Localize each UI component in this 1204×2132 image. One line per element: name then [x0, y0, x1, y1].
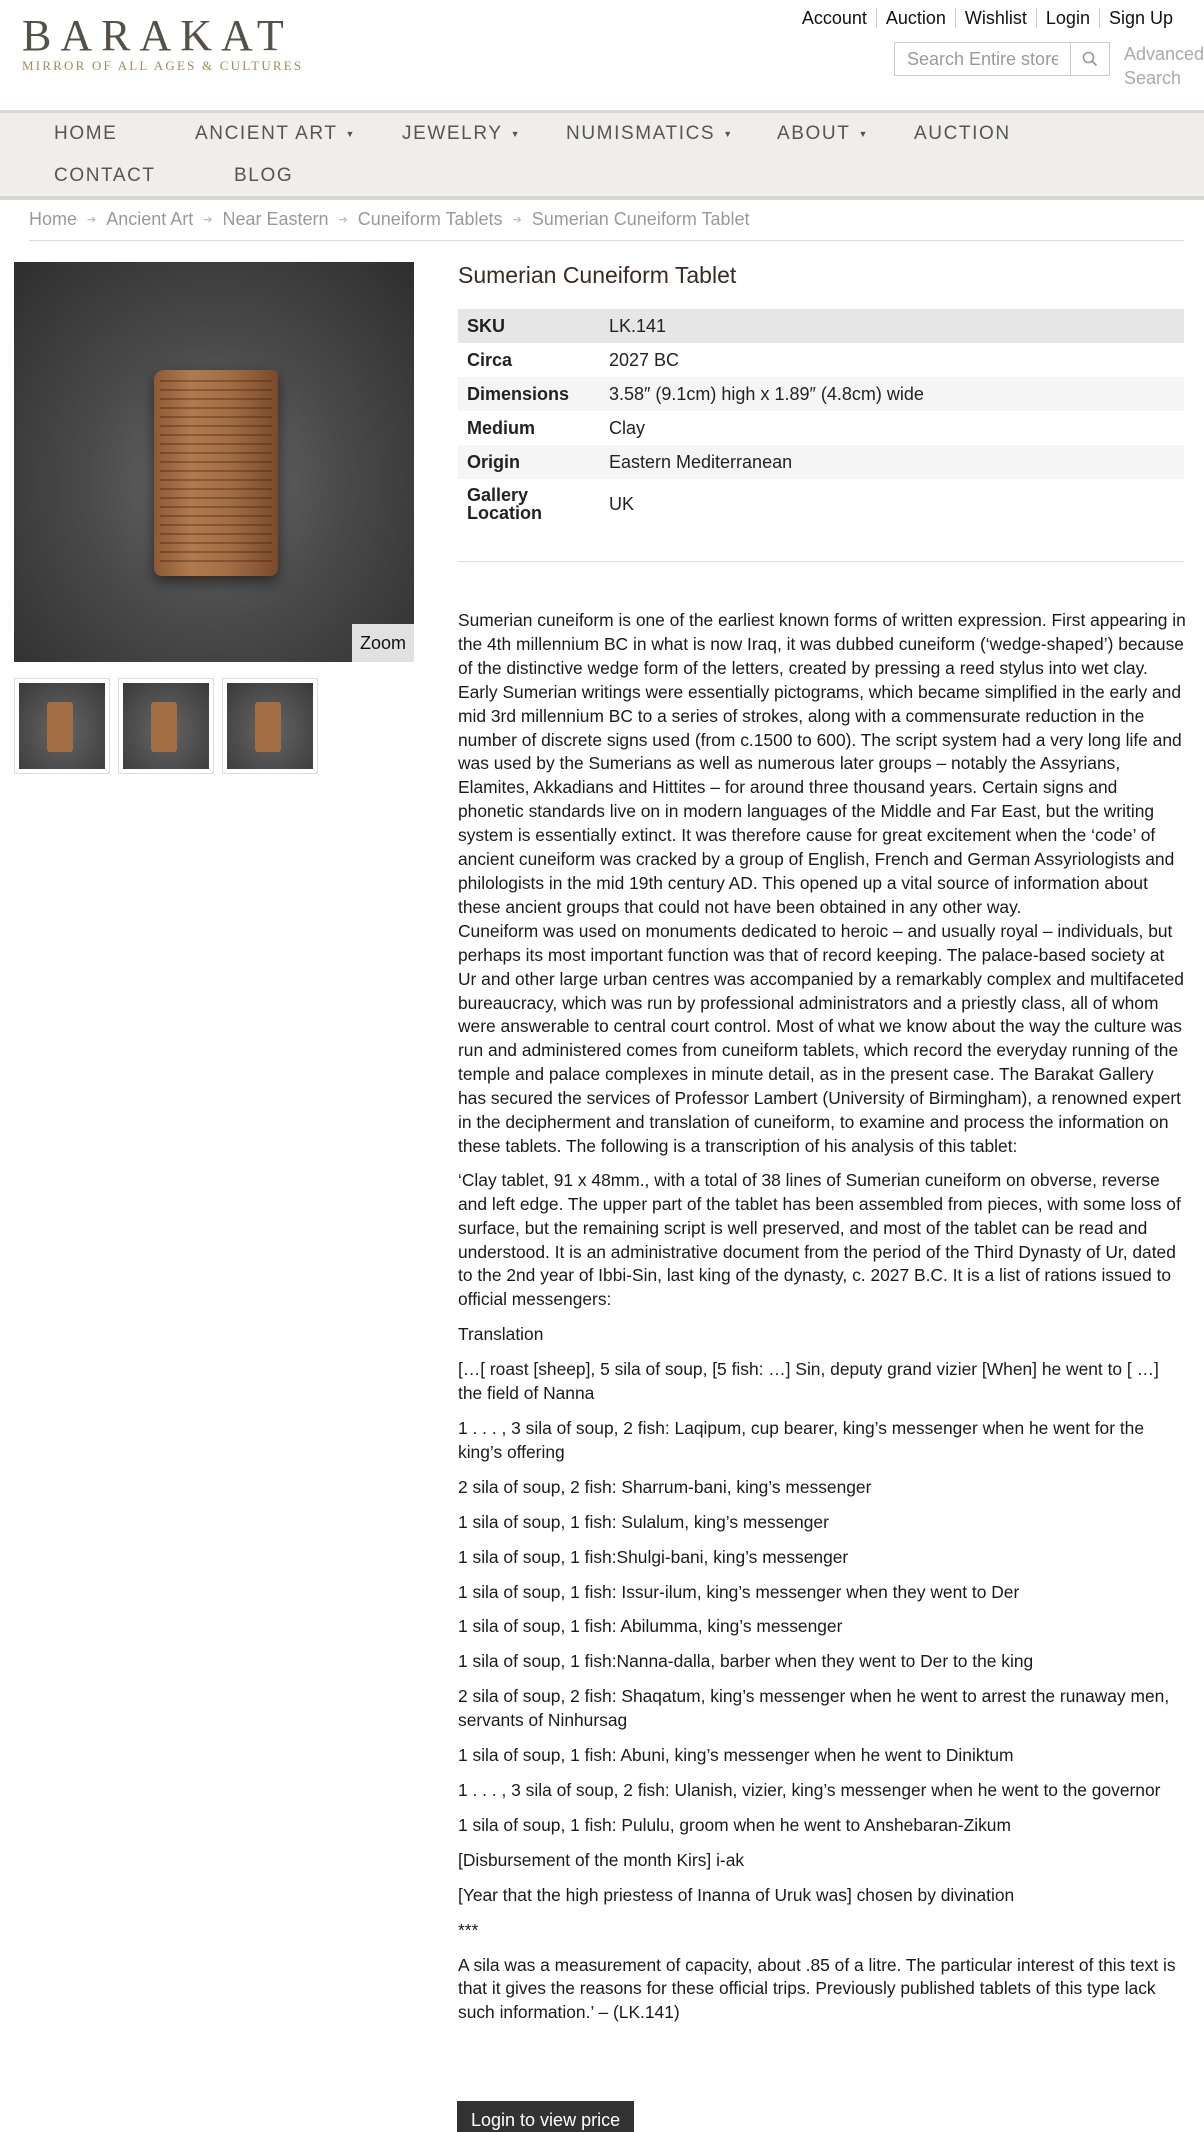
- nav-numismatics-label: NUMISMATICS: [566, 123, 716, 145]
- search-icon: [1082, 51, 1098, 67]
- spec-key: Circa: [467, 350, 513, 370]
- translation-line: 1 . . . , 3 sila of soup, 2 fish: Ulanish, vizier, king’s messenger when he went to the governor: [458, 1779, 1161, 1800]
- description-paragraph: Sumerian cuneiform is one of the earliest known forms of written expression. First appearing in the 4th millennium BC in what is now Iraq, it was dubbed cuneiform (‘wedge-shaped’) because of the distinctive wedge form of the letters, created by pressing a reed stylus into wet clay. Early Sumerian writings were essentially pictograms, which became simplified in the early and mid 3rd millennium BC to a series of strokes, along with a commensurate reduction in the number of discrete signs used (from c.1500 to 600). The script system had a very long life and was used by the Sumerians as well as numerous later groups – notably the Assyrians, Elamites, Akkadians and Hittites – for around three thousand years. Certain signs and phonetic standards live on in modern languages of the Middle and Far East, but the writing system is essentially extinct. It was therefore cause for great excitement when the ‘code’ of ancient cuneiform was cracked by a group of English, French and German Assyriologists and philologists in the mid 19th century AD. This opened up a vital source of information about these ancient groups that could not have been obtained in any other way.: [458, 610, 1186, 917]
- thumbnail-image: [227, 683, 313, 769]
- spec-value: Eastern Mediterranean: [600, 445, 1184, 479]
- login-link[interactable]: Login: [1036, 8, 1099, 28]
- auction-link[interactable]: Auction: [876, 8, 955, 28]
- description-paragraph: Cuneiform was used on monuments dedicated to heroic – and usually royal – individuals, but perhaps its most important function was that of record keeping. The palace-based society at Ur and other large urban centres was accompanied by a remarkably complex and multifaceted bureaucracy, which was run by professional administrators and a priestly class, all of whom were answerable to central court control. Most of what we know about the way the culture was run and administered comes from cuneiform tablets, which record the everyday running of the temple and palace complexes in minute detail, as in the present case. The Barakat Gallery has secured the services of Professor Lambert (University of Birmingham), a renowned expert in the decipherment and translation of cuneiform, to examine and process the information on these tablets. The following is a transcription of his analysis of this tablet:: [458, 920, 1184, 1156]
- login-to-view-price-button[interactable]: Login to view price: [457, 2101, 634, 2132]
- breadcrumb: [29, 209, 750, 230]
- translation-line: ***: [458, 1919, 479, 1940]
- spec-value: 2027 BC: [609, 349, 680, 370]
- nav-blog[interactable]: [234, 165, 293, 187]
- main-navigation: [0, 110, 1204, 200]
- nav-ancient-art[interactable]: [195, 123, 356, 145]
- chevron-down-icon: ▼: [858, 129, 869, 139]
- nav-home-label: HOME: [54, 123, 118, 144]
- nav-jewelry-label: JEWELRY: [402, 123, 503, 145]
- spec-key: Medium: [467, 418, 536, 438]
- spec-row: [458, 343, 1184, 377]
- translation-line: 1 . . . , 3 sila of soup, 2 fish: Laqipum, cup bearer, king’s messenger when he went for the king’s offering: [458, 1418, 1145, 1462]
- description-paragraph: ‘Clay tablet, 91 x 48mm., with a total of 38 lines of Sumerian cuneiform on obverse, reverse and left edge. The upper part of the tablet has been assembled from pieces, with some loss of surface, but the remaining script is well preserved, and most of the tablet can be read and understood. It is an administrative document from the period of the Third Dynasty of Ur, dated to the 2nd year of Ibbi-Sin, last king of the dynasty, c. 2027 B.C. It is a list of rations issued to official messengers:: [458, 1169, 1181, 1310]
- nav-ancient-art-label: ANCIENT ART: [195, 123, 338, 145]
- arrow-right-icon: ➔: [512, 214, 522, 226]
- brand-tagline: MIRROR OF ALL AGES & CULTURES: [22, 58, 304, 73]
- translation-line: [Year that the high priestess of Inanna of Uruk was] chosen by divination: [458, 1884, 1015, 1905]
- thumbnail-1[interactable]: [14, 678, 110, 774]
- translation-line: 2 sila of soup, 2 fish: Sharrum-bani, king’s messenger: [458, 1476, 872, 1497]
- nav-about[interactable]: [777, 123, 869, 145]
- site-header: [0, 0, 1204, 110]
- spec-row: [458, 309, 1184, 343]
- advanced-search-label-2: Search: [1124, 68, 1182, 88]
- translation-line: 1 sila of soup, 1 fish: Abuni, king’s messenger when he went to Diniktum: [458, 1745, 1014, 1766]
- product-main-image[interactable]: [14, 262, 414, 662]
- brand-name: BARAKAT: [22, 11, 293, 60]
- account-link[interactable]: Account: [801, 8, 867, 28]
- spec-key: Origin: [458, 445, 600, 479]
- breadcrumb-near-eastern[interactable]: Near Eastern: [222, 209, 329, 229]
- advanced-search-link[interactable]: [1124, 42, 1204, 90]
- spec-row: [458, 445, 1184, 479]
- spec-value: UK: [609, 493, 635, 514]
- chevron-down-icon: ▼: [510, 129, 522, 139]
- thumbnail-3[interactable]: [222, 678, 318, 774]
- nav-contact[interactable]: [54, 165, 156, 187]
- chevron-down-icon: ▼: [723, 129, 734, 139]
- chevron-down-icon: ▼: [345, 129, 357, 139]
- specs-divider: [458, 561, 1184, 562]
- arrow-right-icon: ➔: [203, 214, 213, 226]
- translation-line: […[ roast [sheep], 5 sila of soup, [5 fish: …] Sin, deputy grand vizier [When] he went to [ …] the field of Nanna: [458, 1359, 1159, 1404]
- nav-about-label: ABOUT: [777, 123, 851, 145]
- product-specs-table: [458, 309, 1184, 529]
- wishlist-link[interactable]: Wishlist: [955, 8, 1036, 28]
- spec-row: [458, 411, 1184, 445]
- nav-blog-label: BLOG: [234, 165, 294, 186]
- product-description: [458, 609, 1186, 2025]
- translation-heading: Translation: [458, 1324, 544, 1345]
- nav-numismatics[interactable]: [566, 123, 734, 145]
- nav-auction[interactable]: [914, 123, 1011, 145]
- thumbnail-strip: [14, 678, 318, 774]
- nav-contact-label: CONTACT: [54, 165, 156, 186]
- translation-line: 2 sila of soup, 2 fish: Shaqatum, king’s messenger when he went to arrest the runaway men, servants of Ninhursag: [458, 1686, 1170, 1731]
- translation-line: 1 sila of soup, 1 fish: Pululu, groom when he went to Anshebaran-Zikum: [458, 1814, 1011, 1835]
- nav-auction-label: AUCTION: [914, 123, 1011, 144]
- translation-line: 1 sila of soup, 1 fish: Issur-ilum, king’s messenger when they went to Der: [458, 1581, 1020, 1602]
- nav-jewelry[interactable]: [402, 123, 521, 145]
- translation-line: 1 sila of soup, 1 fish:Shulgi-bani, king’s messenger: [458, 1546, 849, 1567]
- sign-up-link[interactable]: Sign Up: [1099, 8, 1182, 28]
- breadcrumb-current: Sumerian Cuneiform Tablet: [531, 209, 750, 229]
- search-input[interactable]: [894, 42, 1070, 76]
- arrow-right-icon: ➔: [87, 214, 97, 226]
- spec-value: LK.141: [600, 309, 1184, 343]
- product-title: Sumerian Cuneiform Tablet: [458, 262, 737, 288]
- thumbnail-image: [123, 683, 209, 769]
- translation-line: 1 sila of soup, 1 fish:Nanna-dalla, barber when they went to Der to the king: [458, 1651, 1034, 1672]
- closing-paragraph: A sila was a measurement of capacity, about .85 of a litre. The particular interest of this text is that it gives the reasons for these official trips. Previously published tablets of this type lack such information.’ – (LK.141): [458, 1954, 1176, 2023]
- breadcrumb-divider: [29, 240, 1184, 241]
- translation-line: [Disbursement of the month Kirs] i-ak: [458, 1849, 745, 1870]
- translation-line: 1 sila of soup, 1 fish: Sulalum, king’s messenger: [458, 1511, 829, 1532]
- thumbnail-image: [19, 683, 105, 769]
- breadcrumb-ancient-art[interactable]: Ancient Art: [106, 209, 194, 229]
- translation-line: 1 sila of soup, 1 fish: Abilumma, king’s messenger: [458, 1616, 843, 1637]
- breadcrumb-cuneiform-tablets[interactable]: Cuneiform Tablets: [357, 209, 503, 229]
- spec-value: 3.58″ (9.1cm) high x 1.89″ (4.8cm) wide: [600, 377, 1184, 411]
- thumbnail-2[interactable]: [118, 678, 214, 774]
- breadcrumb-home[interactable]: Home: [29, 209, 78, 229]
- search-bar: [894, 42, 1110, 76]
- account-links: [793, 8, 1182, 28]
- advanced-search-label-1: Advanced: [1124, 44, 1204, 64]
- brand-logo[interactable]: [22, 11, 304, 74]
- spec-key: SKU: [458, 309, 600, 343]
- tablet-photo: [154, 370, 278, 576]
- spec-value: Clay: [609, 417, 646, 438]
- spec-key: Gallery Location: [467, 485, 542, 523]
- nav-home[interactable]: [54, 123, 117, 145]
- spec-row: [458, 479, 1184, 529]
- zoom-button[interactable]: Zoom: [352, 624, 414, 662]
- search-button[interactable]: [1070, 42, 1110, 76]
- spec-key: Dimensions: [458, 377, 600, 411]
- arrow-right-icon: ➔: [338, 214, 348, 226]
- spec-row: [458, 377, 1184, 411]
